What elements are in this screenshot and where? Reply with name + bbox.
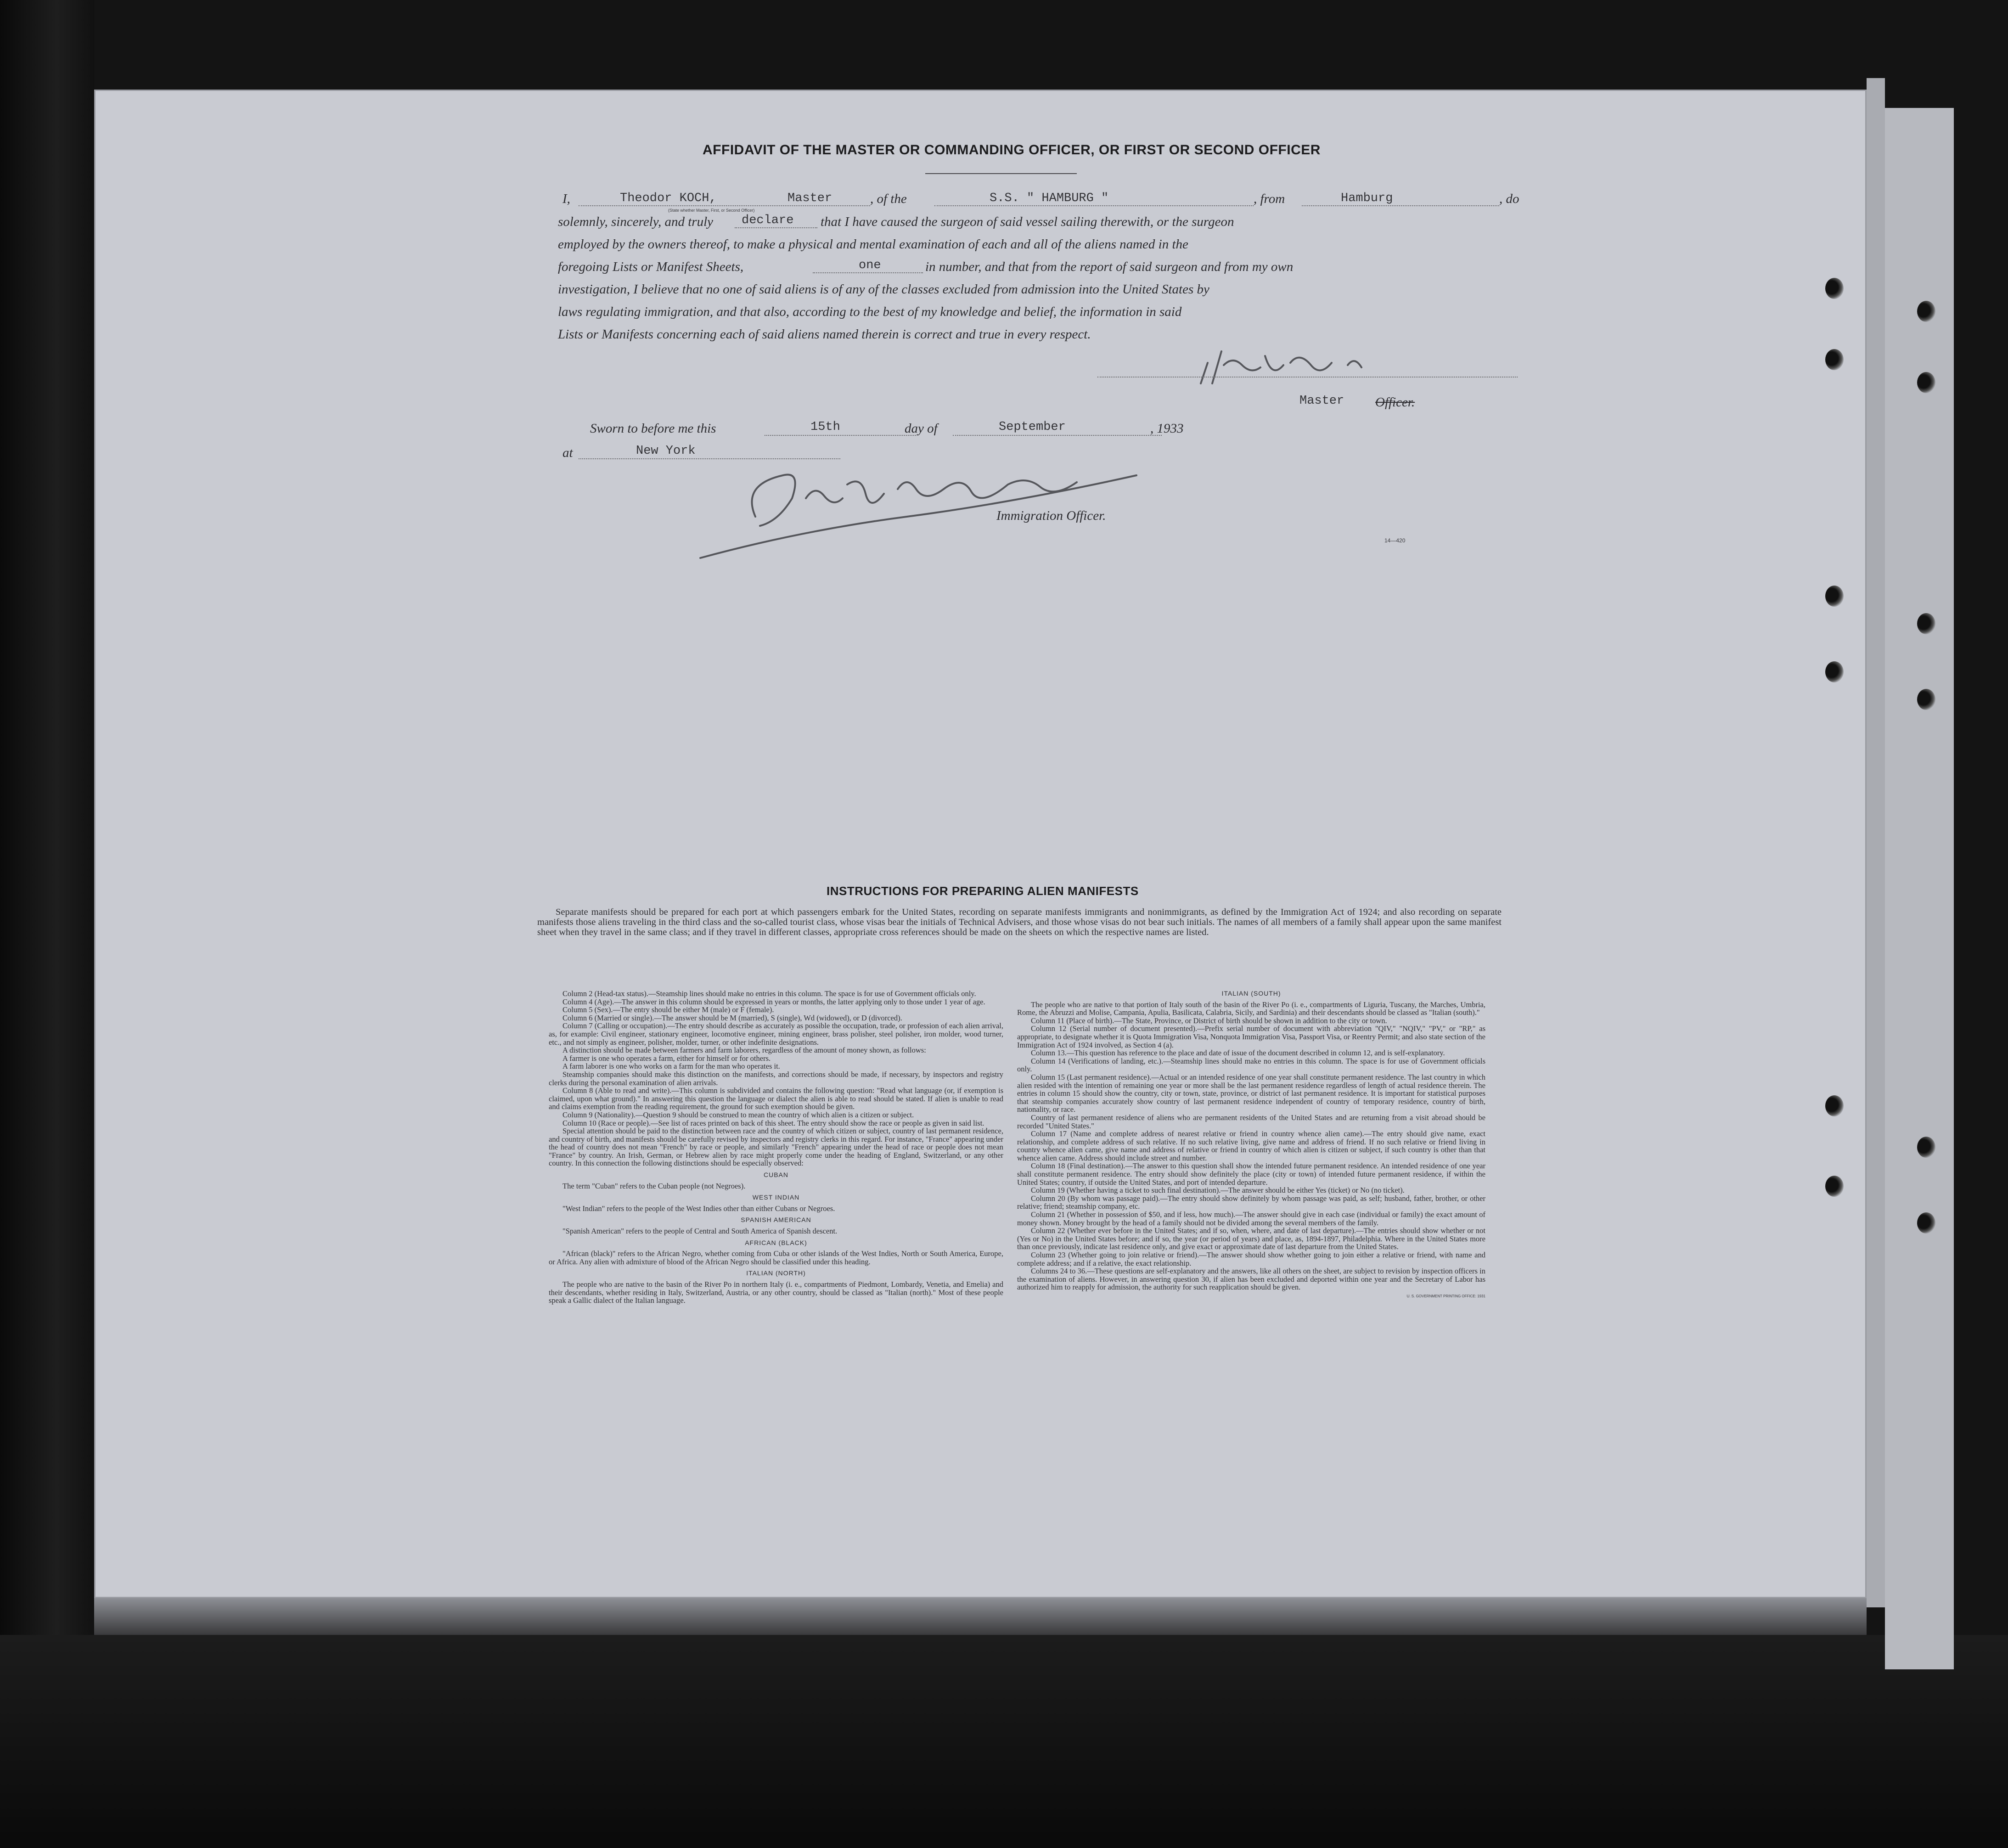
left-paragraph: Column 2 (Head-tax status).—Steamship lines should make no entries in this column. The space is for use of Government officials only. xyxy=(562,989,976,998)
affidavit-line-4b: in number, and that from the report of said surgeon and from my own xyxy=(925,259,1294,274)
do-label: , do xyxy=(1499,192,1519,206)
name-field-line xyxy=(579,205,870,206)
left-paragraph: Column 7 (Calling or occupation).—The entry should describe as accurately as possible the occupation, trade, or profession of each alien arrival, as, for example: Civil engineer, stationary engineer, locomotive engineer, mining engineer, brass polisher, steel polisher, iron molder, wood turner, etc., and not simply as engineer, polisher, molder, turner, or other indefinite designations. xyxy=(549,1021,1003,1047)
binder-hole xyxy=(1917,1137,1935,1158)
scan-left-edge xyxy=(0,0,94,1848)
binder-hole xyxy=(1825,1176,1844,1197)
sheet-count: one xyxy=(859,259,881,272)
section-head: ITALIAN (NORTH) xyxy=(746,1269,806,1277)
adjacent-page xyxy=(1885,108,1954,1669)
left-paragraph: A distinction should be made between farmers and farm laborers, regardless of the amount of money shown, as follows: xyxy=(562,1046,926,1055)
left-paragraph: Column 8 (Able to read and write).—This column is subdivided and contains the following question: "Read what language (or, if exemption is claimed, upon what ground)." In answering this question the language or dialect the alien is able to read should be stated. If alien is unable to read and claims exemption from the reading requirement, the ground for such exemption should be given. xyxy=(549,1086,1003,1111)
sworn-label: Sworn to before me this xyxy=(590,421,716,436)
vessel-field-line xyxy=(934,205,1254,206)
left-paragraph: Steamship companies should make this distinction on the manifests, and corrections should be made, if necessary, by inspectors and registry clerks during the personal examination of alien arrivals. xyxy=(549,1070,1003,1087)
rank-value: Master xyxy=(787,192,832,205)
left-paragraph: Column 10 (Race or people).—See list of races printed on back of this sheet. The entry should show the race or people as given in said list. xyxy=(562,1118,984,1127)
master-name: Theodor KOCH, xyxy=(620,192,717,205)
immigration-officer-label: Immigration Officer. xyxy=(996,508,1106,523)
section-head: WEST INDIAN xyxy=(752,1194,800,1201)
vessel-name: S.S. " HAMBURG " xyxy=(990,192,1109,205)
instructions-intro: Separate manifests should be prepared for each port at which passengers embark for the United States, recording on separate manifests immigrants and nonimmigrants, as defined by the Immigration Act of 1924; and also recording on separate manifests those aliens traveling in the third class and the so-called tourist class, whose visas bear the initials of Technical Advisers, and those whose visas do not bear such initials. The names of all members of a family shall appear upon the same manifest sheet when they travel in the same class; and if they travel in different classes, appropriate cross references should be made on the sheets on which the respective names are listed. xyxy=(537,907,1502,937)
right-paragraph: Country of last permanent residence of aliens who are permanent residents of the United States and are returning from a visit abroad should be recorded "United States." xyxy=(1017,1113,1485,1130)
of-the-label: , of the xyxy=(870,192,907,206)
master-signature xyxy=(1173,338,1495,388)
affidavit-title: AFFIDAVIT OF THE MASTER OR COMMANDING OFFICER, OR FIRST OR SECOND OFFICER xyxy=(703,142,1321,158)
affidavit-line-4a: foregoing Lists or Manifest Sheets, xyxy=(558,259,744,274)
count-field-line xyxy=(813,272,923,273)
sworn-month: September xyxy=(999,420,1066,434)
binder-hole xyxy=(1917,372,1935,393)
manifest-page xyxy=(94,90,1867,1598)
section-head: SPANISH AMERICAN xyxy=(741,1216,811,1224)
instructions-title: INSTRUCTIONS FOR PREPARING ALIEN MANIFESTS xyxy=(827,884,1139,898)
right-paragraph: Column 12 (Serial number of document presented).—Prefix serial number of document with abbreviation "QIV," "NQIV," "PV," or "RP," as appropriate, to designate whether it is Quota Immigration Visa, Nonquota Immigration Visa, Passport Visa, or Reentry Permit; and also state section of the Immigration Act of 1924 involved, as Section 4 (a). xyxy=(1017,1024,1485,1049)
rank-note: (State whether Master, First, or Second Officer) xyxy=(668,208,755,213)
title-rule xyxy=(925,173,1077,174)
section-head: AFRICAN (BLACK) xyxy=(745,1239,807,1246)
right-paragraph: Column 20 (By whom was passage paid).—The entry should show definitely by whom passage was paid, as self; husband, father, brother, or other relative; friend; steamship company, etc. xyxy=(1017,1194,1485,1211)
left-paragraph: Column 6 (Married or single).—The answer should be M (married), S (single), Wd (widowed), or D (divorced). xyxy=(562,1013,902,1022)
left-paragraph: A farm laborer is one who works on a farm for the man who operates it. xyxy=(562,1062,780,1071)
at-label: at xyxy=(562,445,573,460)
section-text: "West Indian" refers to the people of the West Indies other than either Cubans or Negroes. xyxy=(562,1204,835,1213)
day-of-label: day of xyxy=(905,421,938,436)
binder-hole xyxy=(1825,349,1844,370)
signer-title: Master xyxy=(1299,394,1344,408)
right-paragraph: Column 13.—This question has reference to the place and date of issue of the document described in column 12, and is self-explanatory. xyxy=(1031,1048,1445,1058)
affidavit-i: I, xyxy=(562,192,570,206)
section-text: "Spanish American" refers to the people of Central and South America of Spanish descent. xyxy=(562,1227,838,1236)
sworn-year: , 1933 xyxy=(1150,421,1184,436)
section-text: The term "Cuban" refers to the Cuban people (not Negroes). xyxy=(562,1181,746,1190)
month-field-line xyxy=(953,435,1162,436)
right-paragraph: Column 11 (Place of birth).—The State, Province, or District of birth should be shown in addition to the city or town. xyxy=(1031,1016,1387,1025)
section-head: ITALIAN (SOUTH) xyxy=(1221,990,1281,997)
binder-hole xyxy=(1825,586,1844,607)
left-paragraph: Column 9 (Nationality).—Question 9 should be construed to mean the country of which alien is a citizen or subject. xyxy=(562,1110,914,1119)
section-text: "African (black)" refers to the African Negro, whether coming from Cuba or other islands of the West Indies, North or South America, Europe, or Africa. Any alien with admixture of blood of the African Negro should be classified under this heading. xyxy=(549,1249,1003,1266)
right-paragraph: Columns 24 to 36.—These questions are self-explanatory and the answers, like all others on the sheet, are subject to revision by inspection officers in the examination of aliens. However, in answering question 30, if alien has been excluded and deported within one year and the Secretary of Labor has authorized him to reapply for admission, the authority for such reapplication should be given. xyxy=(1017,1267,1485,1292)
affidavit-line-6: laws regulating immigration, and that also, according to the best of my knowledge and belief, the information in said xyxy=(558,304,1182,319)
right-paragraph: Column 22 (Whether ever before in the United States; and if so, when, where, and date of last departure).—The entries should show whether or not (Yes or No) in the United States before; and if so, the year (or period of years) and place, as, 1894-1897, Philadelphia. Where in the United States more than once previously, indicate last residence only, and give exact or approximate date of last departure from the United States. xyxy=(1017,1226,1485,1251)
officer-struck: Officer. xyxy=(1375,395,1415,410)
affidavit-line-3: employed by the owners thereof, to make a physical and mental examination of each and all of the aliens named in the xyxy=(558,237,1188,252)
affidavit-line-2b: that I have caused the surgeon of said vessel sailing therewith, or the surgeon xyxy=(821,214,1234,229)
right-paragraph: Column 17 (Name and complete address of nearest relative or friend in country whence alien came).—The entry should give name, exact relationship, and complete address of such relative. If no such relative living, give name and address of friend. If no such relative or friend living in country whence alien came, give name and address of relative or friend in country of which alien is citizen or subject, if such country is other than that whence alien came. Address should include street and number. xyxy=(1017,1129,1485,1162)
right-paragraph: Column 19 (Whether having a ticket to such final destination).—The answer should be either Yes (ticket) or No (no ticket). xyxy=(1031,1186,1405,1195)
binder-hole xyxy=(1917,689,1935,710)
declare-value: declare xyxy=(742,214,794,227)
left-paragraph: Column 5 (Sex).—The entry should be either M (male) or F (female). xyxy=(562,1005,774,1014)
page-fold xyxy=(94,1598,1867,1635)
right-paragraph: Column 15 (Last permanent residence).—Actual or an intended residence of one year shall constitute permanent residence. The last country in which alien resided with the intention of remaining one year or more shall be the last permanent residence regardless of length of actual residence therein. The entries in column 15 should show the country, city or town, state, province, or district of last permanent residence. It is important for statistical purposes that steamship companies accurately show country of last permanent residence independent of country of temporary residence, country of birth, nationality, or race. xyxy=(1017,1072,1485,1114)
right-paragraph: The people who are native to that portion of Italy south of the basin of the River Po (i. e., compartments of Liguria, Tuscany, the Marches, Umbria, Rome, the Abruzzi and Molise, Campania, Apulia, Basilicata, Calabria, Sicily, and Sardinia) and their descendants should be classed as "Italian (south)." xyxy=(1017,1000,1485,1017)
binder-hole xyxy=(1825,661,1844,682)
section-head: CUBAN xyxy=(763,1171,788,1179)
binder-hole xyxy=(1917,613,1935,634)
right-paragraph: Column 23 (Whether going to join relative or friend).—The answer should show whether going to join either a relative or friend, with name and complete address; and if a relative, the exact relationship. xyxy=(1017,1251,1485,1268)
day-field-line xyxy=(765,435,916,436)
left-paragraph: Special attention should be paid to the distinction between race and the country of which citizen or subject, country of last permanent residence, and country of birth, and manifests should be carefully revised by inspectors and registry clerks in this regard. For instance, "France" appearing under the head of country does not mean "French" by race or people, and similarly "French" appearing under the head of race or people does not mean "France" by country. An Irish, German, or Hebrew alien by race might properly come under the heading of England, Switzerland, or any other country. In this connection the following distinctions should be especially observed: xyxy=(549,1127,1003,1168)
sworn-day: 15th xyxy=(810,420,840,434)
right-paragraph: Column 21 (Whether in possession of $50, and if less, how much).—The answer should give in each case (individual or family) the exact amount of money shown. Money brought by the head of a family should not be divided among the several members of the family. xyxy=(1017,1210,1485,1227)
adjacent-page-edge xyxy=(1867,78,1885,1607)
instructions-right-column xyxy=(1017,990,1485,1301)
from-label: , from xyxy=(1254,192,1285,206)
form-number: 14—420 xyxy=(1384,537,1406,544)
sworn-place: New York xyxy=(636,444,696,458)
left-paragraph: A farmer is one who operates a farm, either for himself or for others. xyxy=(562,1054,771,1063)
affidavit-line-7: Lists or Manifests concerning each of said aliens named therein is correct and true in every respect. xyxy=(558,327,1091,342)
right-paragraph: Column 18 (Final destination).—The answer to this question shall show the intended future permanent residence. An intended residence of one year shall constitute permanent residence. The entry should show definitely the place (city or town) of intended future permanent residence, if within the United States; country, if outside the United States, and port of intended departure. xyxy=(1017,1161,1485,1187)
left-paragraph: Column 4 (Age).—The answer in this column should be expressed in years or months, the latter applying only to those under 1 year of age. xyxy=(562,997,985,1006)
from-port: Hamburg xyxy=(1341,192,1393,205)
affidavit-line-5: investigation, I believe that no one of said aliens is of any of the classes excluded from admission into the United States by xyxy=(558,282,1209,297)
binder-hole xyxy=(1825,278,1844,299)
binder-hole xyxy=(1825,1095,1844,1116)
binder-hole xyxy=(1917,301,1935,322)
instructions-left-column xyxy=(549,990,1003,1305)
scan-bottom-edge xyxy=(0,1635,2008,1848)
binder-hole xyxy=(1917,1212,1935,1234)
printer-imprint: U. S. GOVERNMENT PRINTING OFFICE: 1931 xyxy=(1406,1294,1485,1298)
from-field-line xyxy=(1302,205,1499,206)
affidavit-line-2a: solemnly, sincerely, and truly xyxy=(558,214,714,229)
section-text: The people who are native to the basin of the River Po in northern Italy (i. e., compartments of Piedmont, Lombardy, Venetia, and Emelia) and their descendants, whether residing in Italy, Switzerland, Austria, or any other country, should be classed as "Italian (north)." Most of these people speak a Gallic dialect of the Italian language. xyxy=(549,1280,1003,1305)
right-paragraph: Column 14 (Verifications of landing, etc.).—Steamship lines should make no entries in this column. The space is for use of Government officials only. xyxy=(1017,1056,1485,1074)
declare-field-line xyxy=(735,227,817,228)
